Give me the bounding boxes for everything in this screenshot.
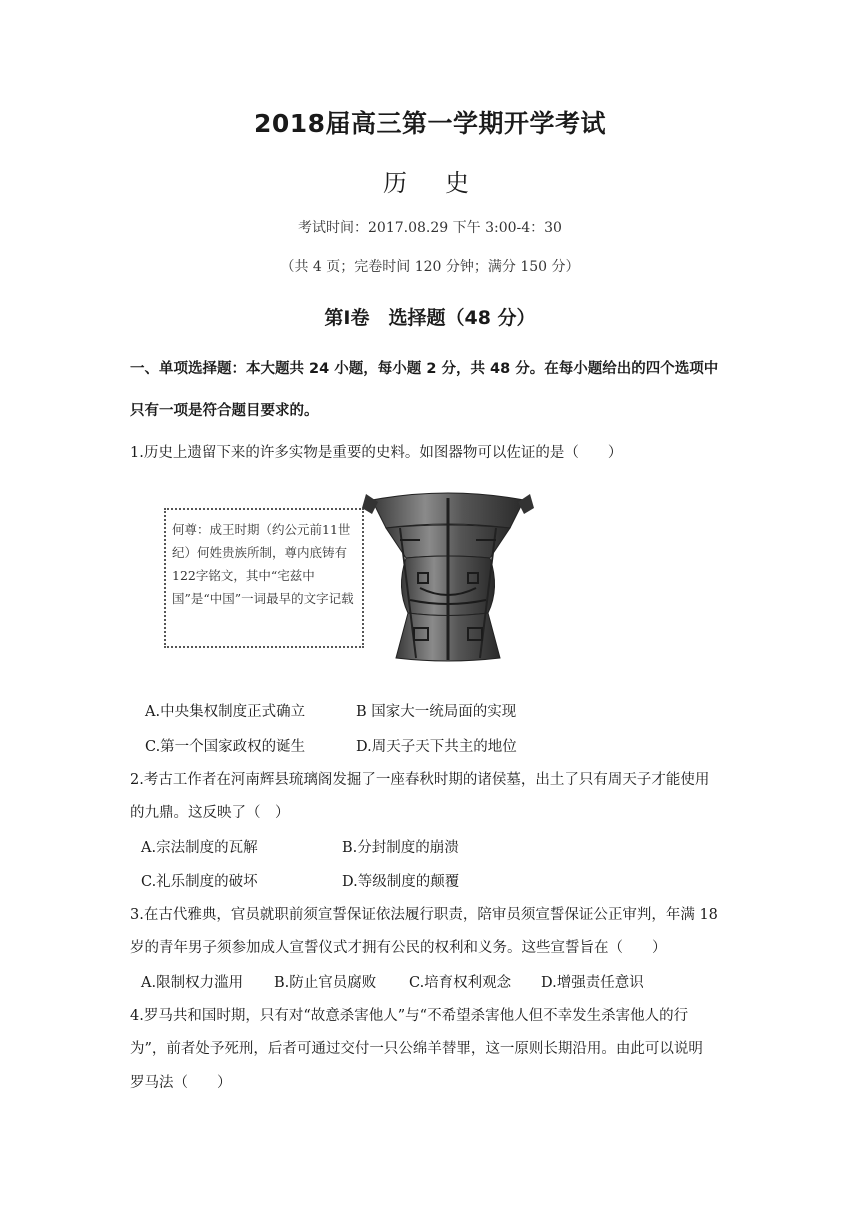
q2-option-a: A.宗法制度的瓦解 [141,840,258,856]
q2-option-d: D.等级制度的颠覆 [342,874,460,890]
q4-stem-line2: 为”，前者处予死刑，后者可通过交付一只公绵羊替罪，这一原则长期沿用。由此可以说明 [130,1041,703,1057]
subject-title: 历史 [383,169,507,197]
q1-option-b: B 国家大一统局面的实现 [356,704,517,720]
exam-title: 2018届高三第一学期开学考试 [253,109,607,138]
bronze-zun-vessel-image [360,488,536,668]
q1-option-c: C.第一个国家政权的诞生 [145,739,306,755]
q4-stem-line1: 4.罗马共和国时期，只有对“故意杀害他人”与“不希望杀害他人但不幸发生杀害他人的行 [130,1008,689,1024]
q3-option-c: C.培育权利观念 [409,975,512,991]
section-title: 第Ⅰ卷 选择题（48 分） [324,307,536,329]
q3-stem-line2: 岁的青年男子须参加成人宣誓仪式才拥有公民的权利和义务。这些宣誓旨在（ ） [130,940,667,956]
q1-figure-caption: 何尊：成王时期（约公元前11世纪）何姓贵族所制，尊内底铸有122字铭文，其中“宅兹中国”是“中国”一词最早的文字记载 [164,508,364,648]
q1-stem: 1.历史上遗留下来的许多实物是重要的史料。如图器物可以佐证的是（ ） [130,445,623,461]
q2-option-c: C.礼乐制度的破坏 [141,874,258,890]
q2-stem-line1: 2.考古工作者在河南辉县琉璃阁发掘了一座春秋时期的诸侯墓，出土了只有周天子才能使用 [130,772,710,788]
q3-option-a: A.限制权力滥用 [141,975,244,991]
exam-time: 考试时间：2017.08.29 下午 3:00-4：30 [298,220,562,236]
section-instruction-line1: 一、单项选择题：本大题共 24 小题，每小题 2 分，共 48 分。在每小题给出的四个选项中 [130,361,719,377]
q1-option-d: D.周天子天下共主的地位 [356,739,517,755]
q3-option-d: D.增强责任意识 [541,975,644,991]
q2-option-b: B.分封制度的崩溃 [342,840,459,856]
q2-stem-line2: 的九鼎。这反映了（ ） [130,805,290,821]
q1-option-a: A.中央集权制度正式确立 [145,704,306,720]
q3-stem-line1: 3.在古代雅典，官员就职前须宣誓保证依法履行职责，陪审员须宣誓保证公正审判，年满 18 [130,907,718,923]
q1-figure [160,488,540,668]
exam-info: （共 4 页；完卷时间 120 分钟；满分 150 分） [280,259,580,275]
q3-option-b: B.防止官员腐败 [274,975,377,991]
q4-stem-line3: 罗马法（ ） [130,1075,232,1091]
section-instruction-line2: 只有一项是符合题目要求的。 [130,403,319,419]
